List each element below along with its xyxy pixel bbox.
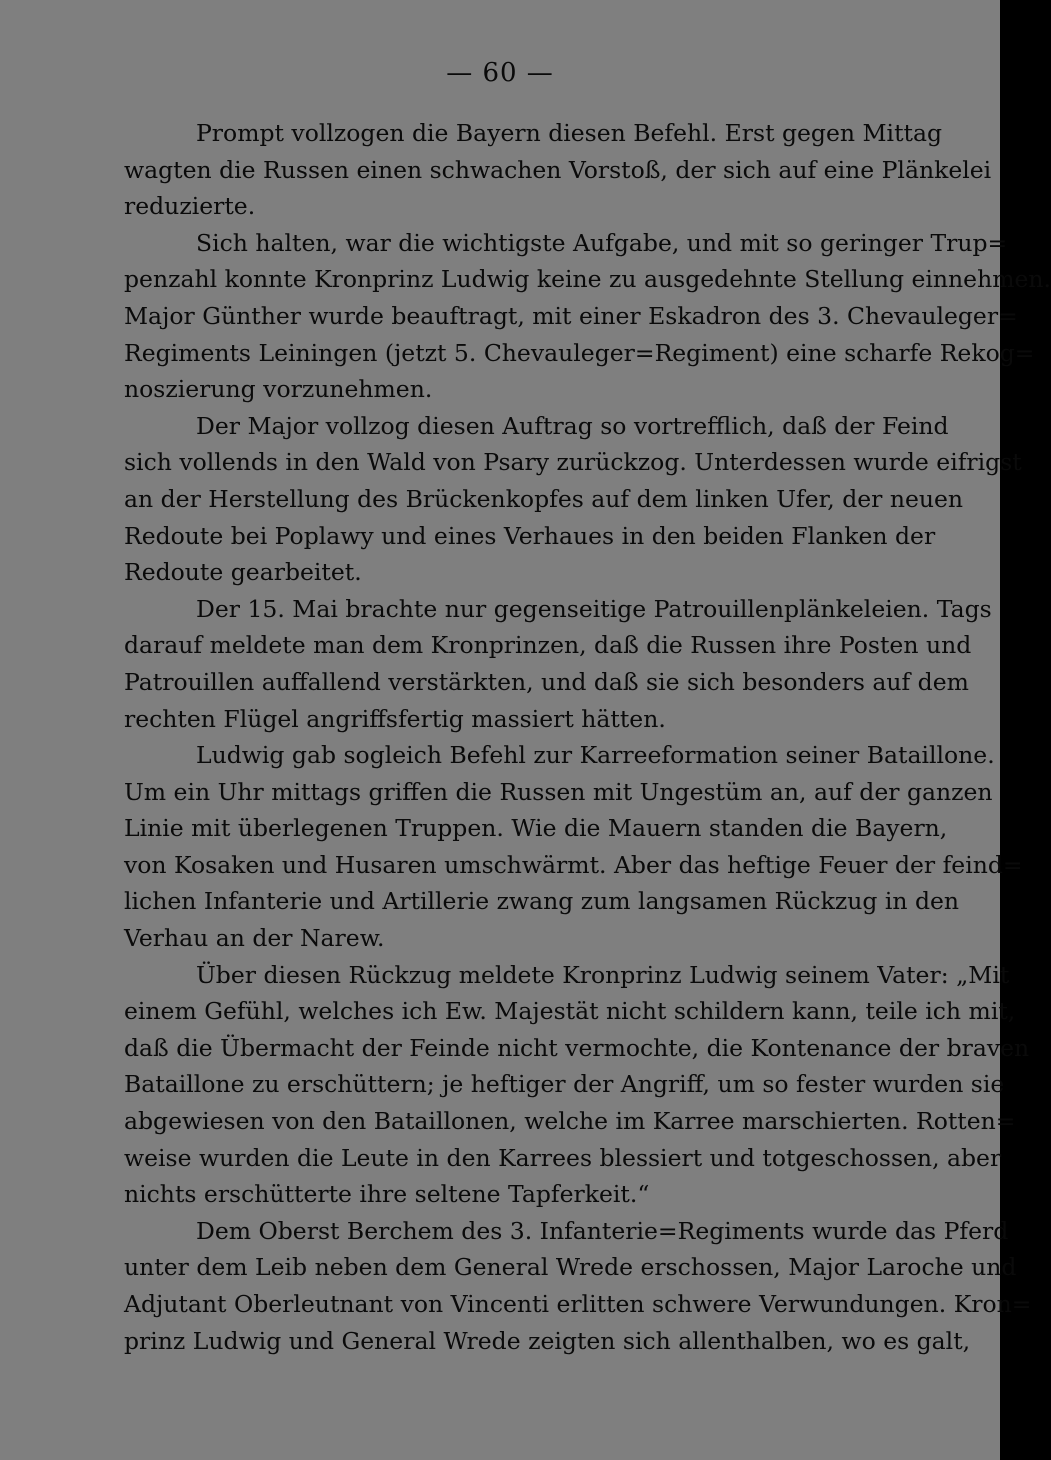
text-line: noszierung vorzunehmen. [124, 375, 433, 404]
text-line: einem Gefühl, welches ich Ew. Majestät nicht schildern kann, teile ich mit, [124, 997, 1016, 1026]
text-line: Der 15. Mai brachte nur gegenseitige Patrouillenplänkeleien. Tags [196, 594, 992, 623]
text-line: Linie mit überlegenen Truppen. Wie die Mauern standen die Bayern, [124, 814, 948, 843]
body-text [124, 115, 1051, 1359]
text-line: weise wurden die Leute in den Karrees blessiert und totgeschossen, aber [124, 1143, 1002, 1172]
text-line: von Kosaken und Husaren umschwärmt. Aber das heftige Feuer der feind= [124, 850, 1023, 879]
text-line: Verhau an der Narew. [124, 924, 385, 953]
text-line: Adjutant Oberleutnant von Vincenti erlitten schwere Verwundungen. Kron= [124, 1290, 1032, 1318]
text-line: an der Herstellung des Brückenkopfes auf dem linken Ufer, der neuen [124, 484, 964, 513]
text-line: Prompt vollzogen die Bayern diesen Befehl. Erst gegen Mittag [196, 119, 943, 147]
text-line: Sich halten, war die wichtigste Aufgabe, und mit so geringer Trup= [196, 228, 1008, 257]
text-line: Über diesen Rückzug meldete Kronprinz Ludwig seinem Vater: „Mit [196, 960, 1010, 989]
text-line: Redoute bei Poplawy und eines Verhaues in den beiden Flanken der [124, 521, 936, 550]
text-line: nichts erschütterte ihre seltene Tapferkeit.“ [124, 1180, 650, 1209]
text-line: prinz Ludwig und General Wrede zeigten sich allenthalben, wo es galt, [124, 1326, 971, 1355]
text-line: Regiments Leiningen (jetzt 5. Chevauleger=Regiment) eine scharfe Rekog= [124, 338, 1035, 367]
text-line: penzahl konnte Kronprinz Ludwig keine zu ausgedehnte Stellung einnehmen. [124, 265, 1051, 294]
text-line: Der Major vollzog diesen Auftrag so vortrefflich, daß der Feind [196, 411, 949, 440]
text-line: rechten Flügel angriffsfertig massiert hätten. [124, 704, 666, 733]
text-line: lichen Infanterie und Artillerie zwang zum langsamen Rückzug in den [124, 887, 960, 916]
text-line: reduzierte. [124, 192, 256, 221]
text-line: daß die Übermacht der Feinde nicht vermochte, die Kontenance der braven [124, 1033, 1030, 1062]
text-line: Ludwig gab sogleich Befehl zur Karreeformation seiner Bataillone. [196, 741, 995, 770]
text-line: unter dem Leib neben dem General Wrede erschossen, Major Laroche und [124, 1253, 1017, 1282]
text-line: abgewiesen von den Bataillonen, welche im Karree marschierten. Rotten= [124, 1107, 1016, 1136]
text-line: Patrouillen auffallend verstärkten, und daß sie sich besonders auf dem [124, 667, 969, 696]
text-line: Major Günther wurde beauftragt, mit einer Eskadron des 3. Chevauleger= [124, 301, 1018, 330]
text-line: darauf meldete man dem Kronprinzen, daß die Russen ihre Posten und [124, 631, 972, 660]
text-line: wagten die Russen einen schwachen Vorstoß, der sich auf eine Plänkelei [124, 155, 992, 184]
text-line: Redoute gearbeitet. [124, 558, 362, 587]
text-line: Dem Oberst Berchem des 3. Infanterie=Regiments wurde das Pferd [196, 1216, 1009, 1245]
text-line: sich vollends in den Wald von Psary zurückzog. Unterdessen wurde eifrigst [124, 448, 1022, 477]
text-line: Um ein Uhr mittags griffen die Russen mit Ungestüm an, auf der ganzen [124, 777, 993, 806]
page-number: — 60 — [446, 58, 554, 88]
text-line: Bataillone zu erschüttern; je heftiger der Angriff, um so fester wurden sie [124, 1070, 1005, 1099]
